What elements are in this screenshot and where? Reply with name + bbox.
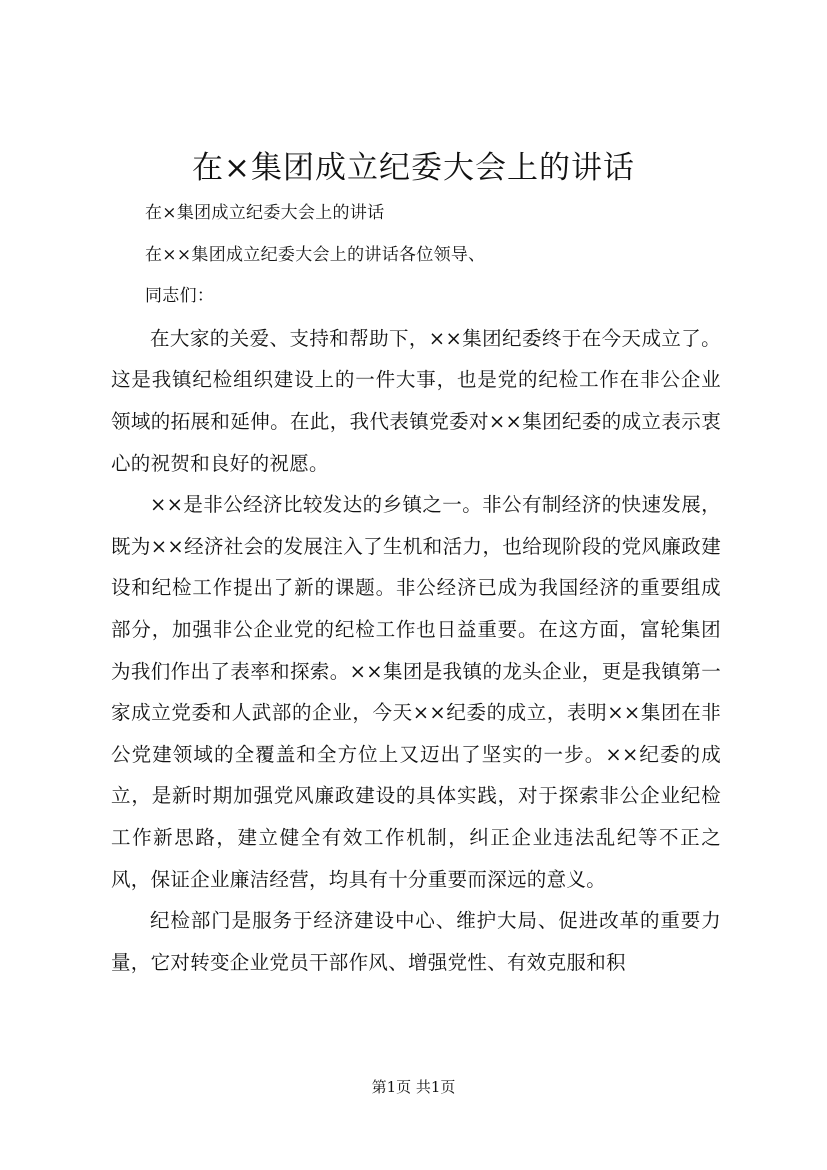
page-footer: 第1页 共1页 <box>371 1078 456 1096</box>
paragraph-body: 在大家的关爱、支持和帮助下，××集团纪委终于在今天成立了。这是我镇纪检组织建设上的一件大事，也是党的纪检工作在非公企业领域的拓展和延伸。在此，我代表镇党委对××集团纪委的成立表示衷心的祝贺和良好的祝愿。 <box>111 326 721 475</box>
document-body <box>111 193 721 983</box>
paragraph-subtitle: 在×集团成立纪委大会上的讲话 <box>145 203 385 223</box>
paragraph-salutation: 同志们： <box>145 286 215 307</box>
paragraph-body: 纪检部门是服务于经济建设中心、维护大局、促进改革的重要力量，它对转变企业党员干部作风、增强党性、有效克服和积 <box>111 909 721 974</box>
paragraph-body: ××是非公经济比较发达的乡镇之一。非公有制经济的快速发展，既为××经济社会的发展注入了生机和活力，也给现阶段的党风廉政建设和纪检工作提出了新的课题。非公经济已成为我国经济的重要组成部分，加强非公企业党的纪检工作也日益重要。在这方面，富轮集团为我们作出了表率和探索。××集团是我镇的龙头企业，更是我镇第一家成立党委和人武部的企业，今天××纪委的成立，表明××集团在非公党建领域的全覆盖和全方位上又迈出了坚实的一步。××纪委的成立，是新时期加强党风廉政建设的具体实践，对于探索非公企业纪检工作新思路，建立健全有效工作机制，纠正企业违法乱纪等不正之风，保证企业廉洁经营，均具有十分重要而深远的意义。 <box>111 493 721 891</box>
paragraph-heading: 在××集团成立纪委大会上的讲话各位领导、 <box>145 244 486 265</box>
document-title: 在×集团成立纪委大会上的讲话 <box>192 150 635 186</box>
